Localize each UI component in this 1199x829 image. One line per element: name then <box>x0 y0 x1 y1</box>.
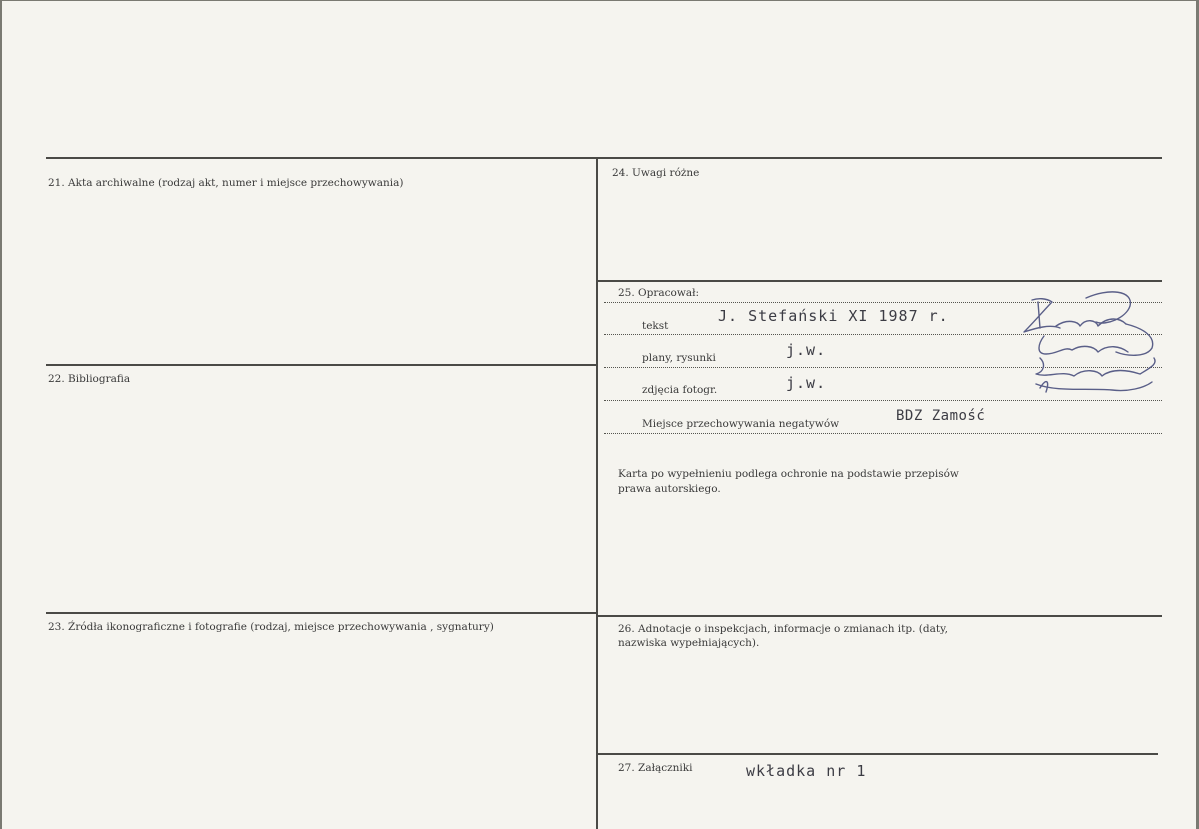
handwritten-signature <box>1016 288 1166 400</box>
field-22-label: 22. Bibliografia <box>48 373 131 385</box>
rule-24-25 <box>598 280 1162 282</box>
copyright-note-line1: Karta po wypełnieniu podlega ochronie na podstawie przepisów <box>618 468 959 480</box>
rule-26-27 <box>598 753 1158 755</box>
row-text-label: tekst <box>642 320 669 332</box>
row-negatives-value: BDZ Zamość <box>896 408 986 424</box>
row-text-value: J. Stefański XI 1987 r. <box>718 307 949 325</box>
field-23-label: 23. Źródła ikonograficzne i fotografie (rodzaj, miejsce przechowywania , sygnatury) <box>48 621 494 633</box>
field-24-label: 24. Uwagi różne <box>612 167 700 179</box>
dotted-line <box>604 400 1162 401</box>
card-left-edge <box>0 0 2 829</box>
rule-25-26 <box>598 615 1162 617</box>
field-21-label: 21. Akta archiwalne (rodzaj akt, numer i miejsce przechowywania) <box>48 177 404 189</box>
copyright-note-line2: prawa autorskiego. <box>618 483 721 495</box>
rule-22-23 <box>46 612 596 614</box>
row-photos-value: j.w. <box>786 374 827 392</box>
field-27-value: wkładka nr 1 <box>746 762 867 780</box>
field-26-label-line2: nazwiska wypełniających). <box>618 637 760 649</box>
center-divider <box>596 158 598 829</box>
row-plans-label: plany, rysunki <box>642 352 716 364</box>
row-plans-value: j.w. <box>786 341 827 359</box>
dotted-line <box>604 433 1162 434</box>
row-photos-label: zdjęcia fotogr. <box>642 384 718 396</box>
field-27-label: 27. Załączniki <box>618 762 693 774</box>
row-negatives-label: Miejsce przechowywania negatywów <box>642 418 840 430</box>
rule-21-22 <box>46 364 596 366</box>
field-25-label: 25. Opracował: <box>618 287 700 299</box>
top-rule <box>46 157 1162 159</box>
card-top-edge <box>0 0 1199 1</box>
field-26-label-line1: 26. Adnotacje o inspekcjach, informacje o zmianach itp. (daty, <box>618 623 948 635</box>
